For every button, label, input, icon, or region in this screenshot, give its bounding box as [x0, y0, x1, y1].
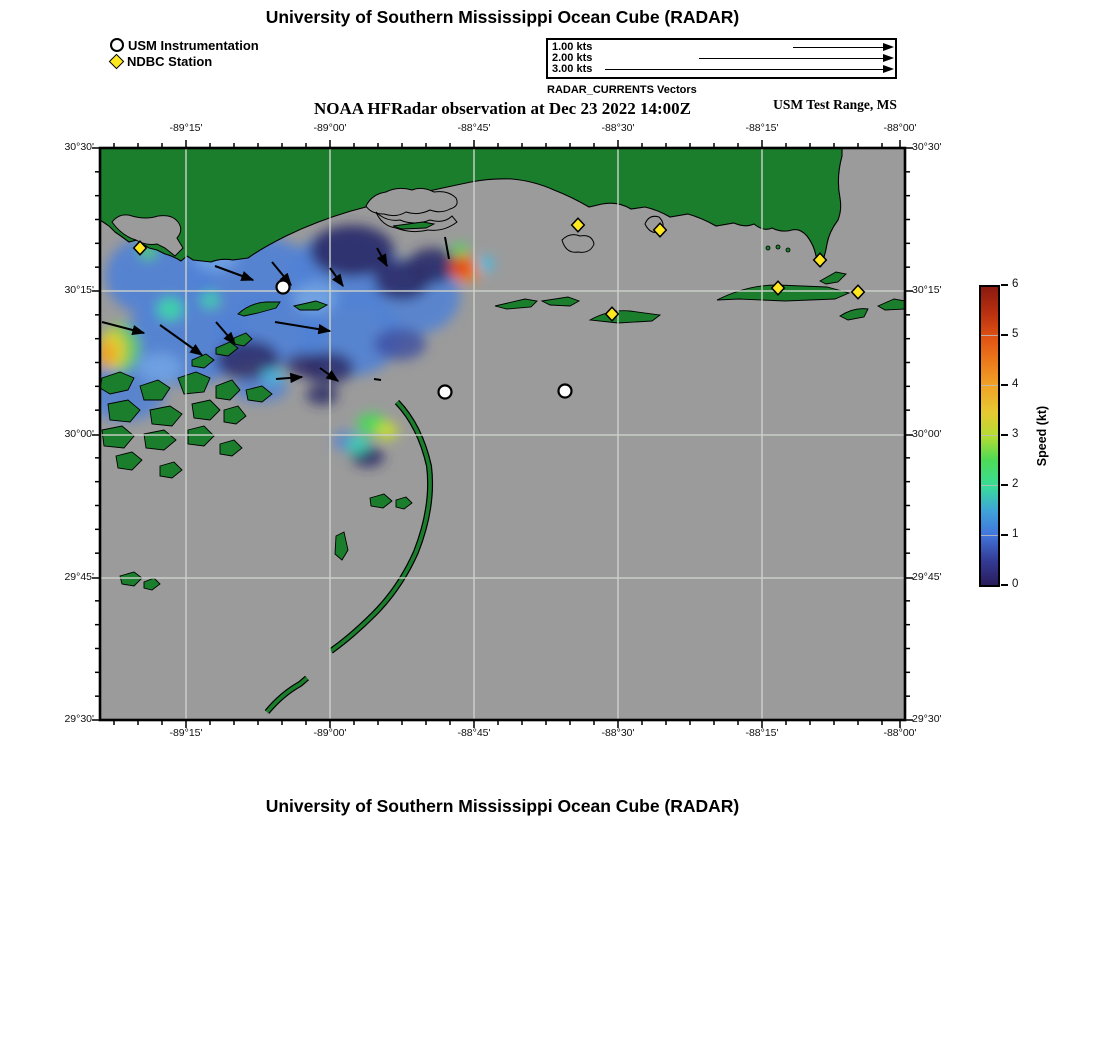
colorbar-tick-mark	[1001, 484, 1008, 486]
x-axis-label-bottom: -88°45'	[457, 727, 491, 739]
figure-title-top: University of Southern Mississippi Ocean Cube (RADAR)	[265, 7, 740, 27]
colorbar-tick-mark	[1001, 434, 1008, 436]
usm-instrumentation-icon	[110, 38, 124, 52]
colorbar-tick-mark	[1001, 584, 1008, 586]
x-axis-label-top: -88°45'	[457, 122, 491, 134]
vector-scale-box	[546, 38, 897, 79]
islet	[766, 246, 770, 250]
legend-label-usm: USM Instrumentation	[128, 37, 259, 53]
x-axis-label-top: -89°00'	[313, 122, 347, 134]
colorbar-tick-value: 4	[1012, 378, 1019, 390]
y-axis-label-left: 30°15'	[64, 284, 94, 296]
x-axis-label-bottom: -88°15'	[745, 727, 779, 739]
x-axis-label-top: -88°30'	[601, 122, 635, 134]
colorbar-tick-mark	[1001, 384, 1008, 386]
x-axis-label-top: -88°00'	[883, 122, 917, 134]
vector-scale-arrow-shaft	[605, 69, 887, 71]
vector-scale-arrowhead-icon	[883, 43, 894, 51]
usm-instrumentation-marker	[559, 385, 572, 398]
vector-scale-arrow-shaft	[793, 47, 887, 49]
vector-scale-label: 3.00 kts	[552, 62, 593, 75]
legend-label-ndbc: NDBC Station	[127, 53, 213, 69]
islet	[786, 248, 790, 252]
map-legend	[110, 37, 259, 69]
y-axis-label-left: 29°45'	[64, 571, 94, 583]
y-axis-label-left: 30°30'	[64, 141, 94, 153]
colorbar-tick-value: 6	[1012, 278, 1019, 290]
legend-row-ndbc	[110, 53, 259, 69]
y-axis-label-right: 29°45'	[912, 571, 942, 583]
colorbar-tick-value: 3	[1012, 428, 1019, 440]
x-axis-label-bottom: -89°00'	[313, 727, 347, 739]
usm-instrumentation-marker	[439, 386, 452, 399]
vector-scale-label: 2.00 kts	[552, 51, 593, 64]
vector-scale-arrowhead-icon	[883, 54, 894, 62]
map-content	[86, 148, 905, 720]
colorbar-inner-line	[981, 385, 998, 387]
colorbar-inner-line	[981, 335, 998, 337]
y-axis-label-right: 29°30'	[912, 713, 942, 725]
ndbc-station-icon	[109, 53, 125, 69]
colorbar	[979, 285, 1000, 587]
vector-scale-arrowhead-icon	[883, 65, 894, 73]
colorbar-tick-value: 5	[1012, 328, 1019, 340]
x-axis-label-bottom: -88°30'	[601, 727, 635, 739]
vector-scale-label: 1.00 kts	[552, 40, 593, 53]
test-range-label: USM Test Range, MS	[773, 97, 897, 112]
islet	[776, 245, 780, 249]
colorbar-tick-value: 1	[1012, 528, 1019, 540]
figure-title-bottom: University of Southern Mississippi Ocean Cube (RADAR)	[265, 796, 740, 816]
y-axis-label-left: 29°30'	[64, 713, 94, 725]
colorbar-inner-line	[981, 485, 998, 487]
map-plot	[86, 134, 919, 734]
y-axis-label-right: 30°15'	[912, 284, 942, 296]
current-vector-arrow	[374, 379, 381, 380]
vector-scale-arrow-shaft	[699, 58, 887, 60]
x-axis-label-bottom: -89°15'	[169, 727, 203, 739]
vector-scale-caption: RADAR_CURRENTS Vectors	[547, 84, 697, 96]
colorbar-tick-value: 2	[1012, 478, 1019, 490]
x-axis-label-top: -89°15'	[169, 122, 203, 134]
colorbar-tick-value: 0	[1012, 578, 1019, 590]
colorbar-tick-mark	[1001, 534, 1008, 536]
usm-instrumentation-marker	[277, 281, 290, 294]
colorbar-inner-line	[981, 535, 998, 537]
x-axis-label-top: -88°15'	[745, 122, 779, 134]
colorbar-inner-line	[981, 435, 998, 437]
colorbar-tick-mark	[1001, 284, 1008, 286]
y-axis-label-left: 30°00'	[64, 428, 94, 440]
colorbar-label: Speed (kt)	[1035, 405, 1049, 467]
colorbar-tick-mark	[1001, 334, 1008, 336]
x-axis-label-bottom: -88°00'	[883, 727, 917, 739]
figure-subtitle: NOAA HFRadar observation at Dec 23 2022 14:00Z	[314, 99, 691, 118]
y-axis-label-right: 30°30'	[912, 141, 942, 153]
legend-row-usm	[110, 37, 259, 53]
y-axis-label-right: 30°00'	[912, 428, 942, 440]
